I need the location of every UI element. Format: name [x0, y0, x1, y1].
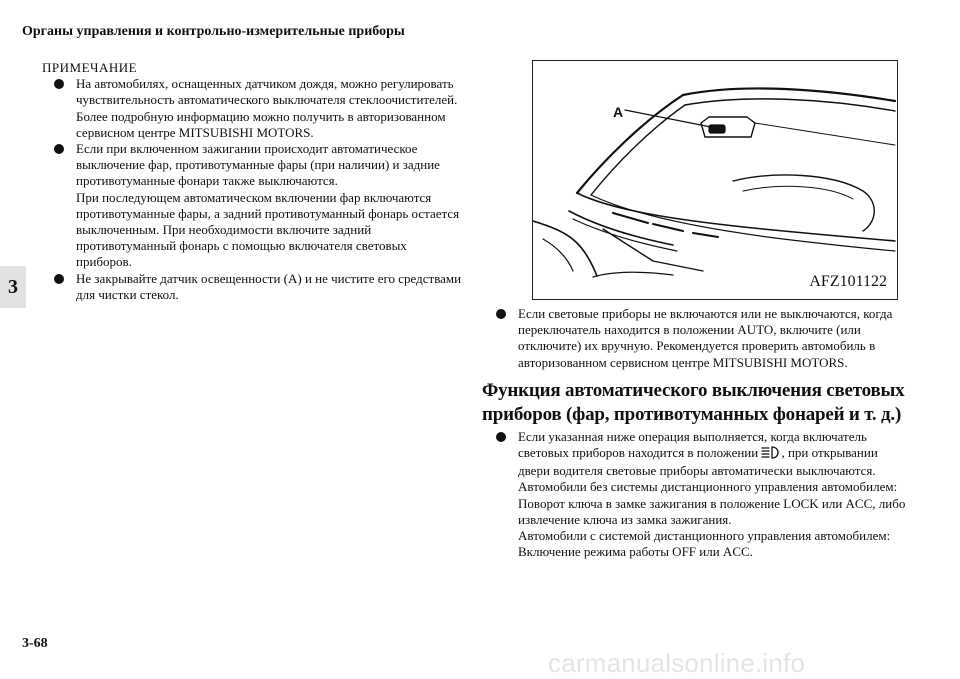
figure-code: AFZ101122	[809, 273, 887, 290]
note-item-text-continued: При последующем автоматическом включении фар включаются противотуманные фары, а задний противотуманный фонарь остается выключенным. При необходимости включите задний противотуманный фонарь с помощью включателя световых приборов.	[76, 189, 460, 270]
bullet-icon	[54, 79, 64, 89]
section-list	[482, 429, 912, 561]
note-item-text: Если при включенном зажигании происходит автоматическое выключение фар, противотуманные фары (при наличии) и задние противотуманные фонари также выключаются.	[76, 141, 440, 189]
bullet-icon	[54, 144, 64, 154]
page-header: Органы управления и контрольно-измерительные приборы	[22, 24, 405, 39]
windshield-drawing	[533, 61, 896, 298]
note-block	[42, 60, 462, 303]
section-bullet-after: , при открывании двери водителя световые приборы автоматически выключаются.	[518, 445, 878, 479]
note-list	[42, 76, 462, 303]
section-title-line1: Функция автоматического выключения световых	[482, 379, 905, 401]
section-line: Автомобили с системой дистанционного управления автомобилем:	[518, 528, 891, 544]
list-item	[42, 76, 462, 141]
note-title: ПРИМЕЧАНИЕ	[42, 60, 138, 75]
section-line: Автомобили без системы дистанционного управления автомобилем:	[518, 479, 898, 495]
bullet-icon	[54, 274, 64, 284]
section-title	[482, 379, 912, 427]
note-item-text: На автомобилях, оснащенных датчиком дождя, можно регулировать чувствительность автоматического выключателя стеклоочистителей. Более подробную информацию можно получить в авторизованном сервисном центре MITSUBISHI MOTORS.	[76, 76, 458, 140]
sensor-callout-label: A	[613, 104, 624, 120]
watermark: carmanualsonline.info	[548, 648, 806, 678]
list-item	[42, 141, 462, 271]
chapter-tab: 3	[0, 266, 26, 308]
note-item-text: Не закрывайте датчик освещенности (A) и не чистите его средствами для чистки стекол.	[76, 270, 462, 302]
headlight-icon	[761, 446, 781, 463]
list-item	[482, 429, 912, 561]
list-item	[42, 271, 462, 303]
section-title-line2: приборов (фар, противотуманных фонарей и т. д.)	[482, 403, 902, 425]
list-item	[482, 306, 912, 371]
page-number: 3-68	[22, 636, 48, 651]
auto-note-list	[482, 306, 912, 371]
auto-note-text: Если световые приборы не включаются или не выключаются, когда переключатель находится в положении AUTO, включите (или отключите) их вручную. Рекомендуется проверить автомобиль в авторизованном сервисном центре MITSUBISHI MOTORS.	[518, 306, 893, 370]
section-bullet-text	[518, 429, 912, 480]
section-line: Поворот ключа в замке зажигания в положение LOCK или ACC, либо извлечение ключа из замка зажигания.	[518, 495, 906, 527]
bullet-icon	[496, 432, 506, 442]
windshield-illustration	[532, 60, 898, 300]
section-line: Включение режима работы OFF или ACC.	[518, 544, 753, 560]
right-column	[482, 306, 912, 560]
bullet-icon	[496, 309, 506, 319]
section-bullet-before: Если указанная ниже операция выполняется, когда включатель световых приборов находится в положении	[518, 428, 867, 461]
